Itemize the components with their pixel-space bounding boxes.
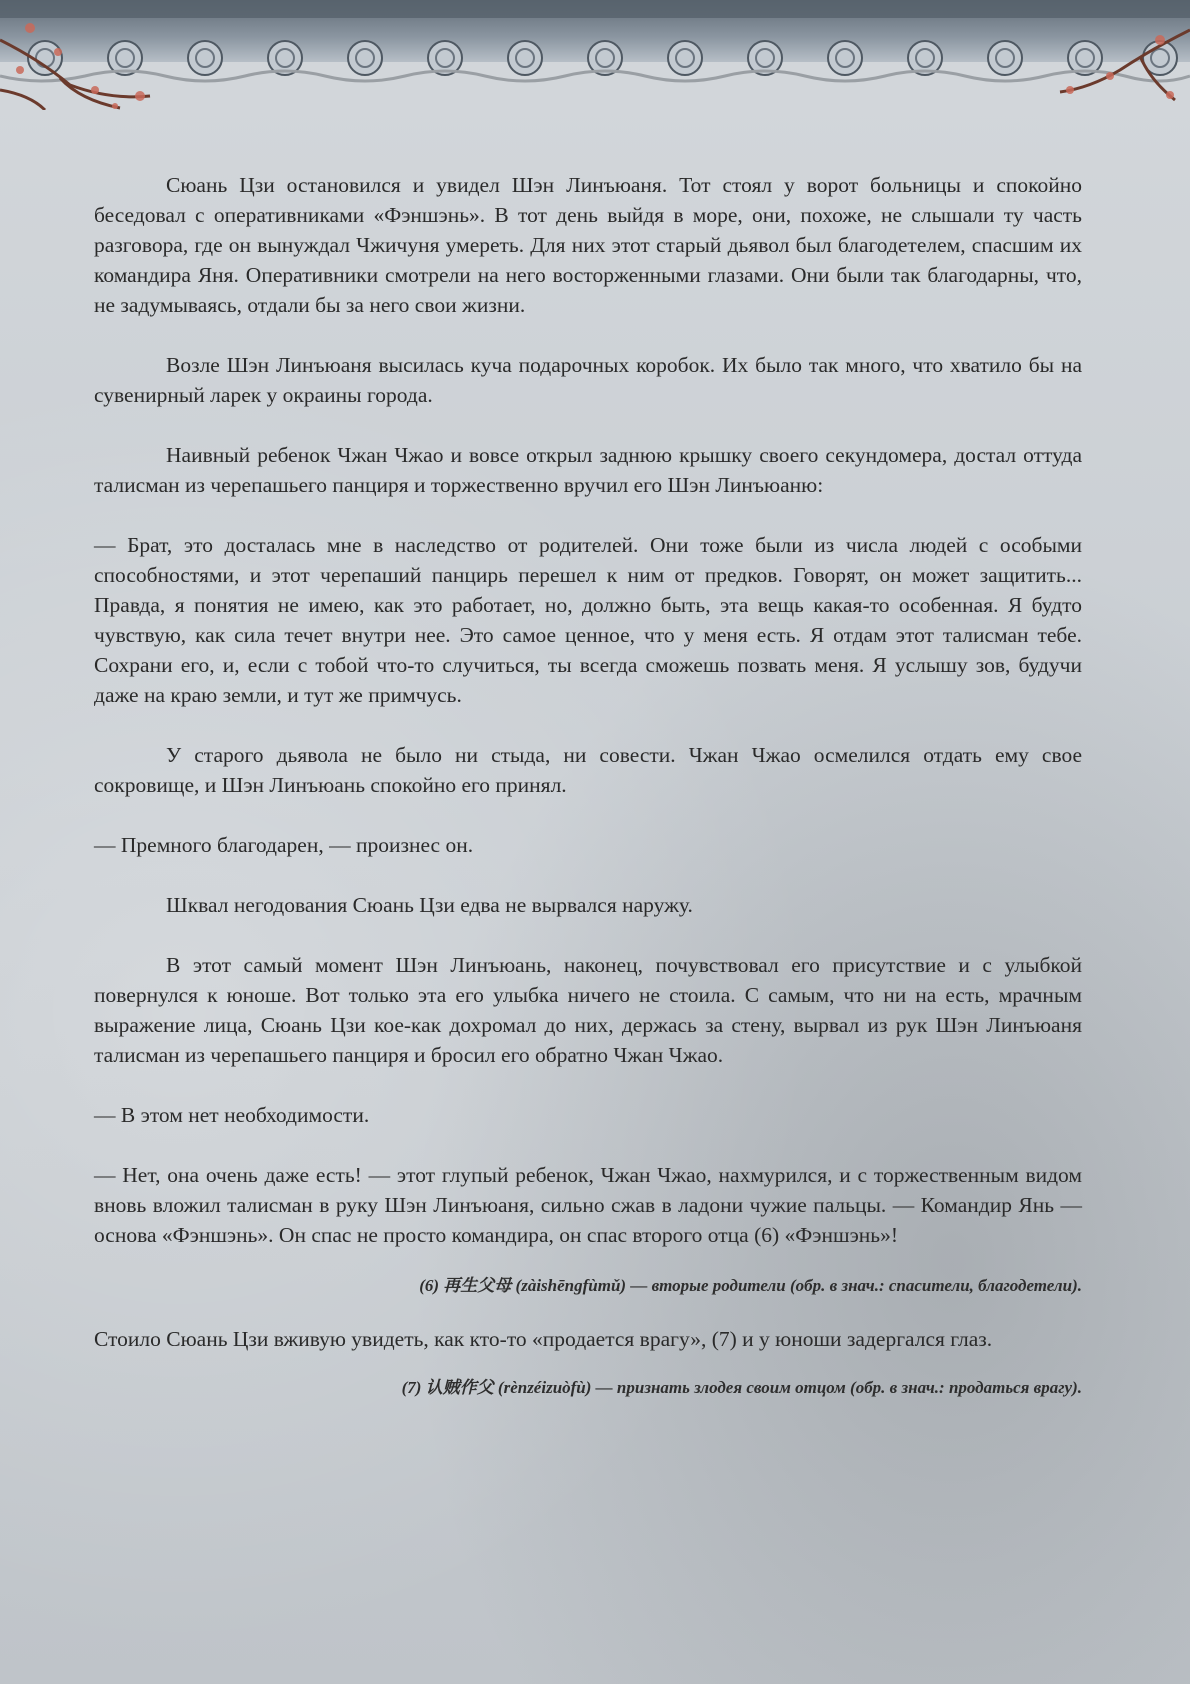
paragraph-11: Стоило Сюань Цзи вживую увидеть, как кто-то «продается врагу», (7) и у юноши задергался глаз. xyxy=(94,1327,993,1351)
paragraph-3: Наивный ребенок Чжан Чжао и вовсе открыл заднюю крышку своего секундомера, достал оттуда талисман из черепашьего панциря и торжественно вручил его Шэн Линъюаню: xyxy=(94,443,1082,497)
footnote-6: (6) 再生父母 (zàishēngfùmǔ) — вторые родители (обр. в знач.: спасители, благодетели). xyxy=(419,1276,1082,1295)
document-page xyxy=(94,170,1082,1400)
roof-tile-border xyxy=(0,0,1190,110)
paragraph-9: — В этом нет необходимости. xyxy=(94,1103,370,1127)
paragraph-4: — Брат, это досталась мне в наследство от родителей. Они тоже были из числа людей с особыми способностями, и этот черепаший панцирь перешел к ним от предков. Говорят, он может защитить... Правда, я понятия не имею, как это работает, но, должно быть, эта вещь какая-то особенная. Я будто чувствую, как сила течет внутри нее. Это самое ценное, что у меня есть. Я отдам этот талисман тебе. Сохрани его, и, если с тобой что-то случиться, ты всегда сможешь позвать меня. Я услышу зов, будучи даже на краю земли, и тут же примчусь. xyxy=(94,533,1082,707)
paragraph-2: Возле Шэн Линъюаня высилась куча подарочных коробок. Их было так много, что хватило бы на сувенирный ларек у окраины города. xyxy=(94,353,1082,407)
paragraph-6: — Премного благодарен, — произнес он. xyxy=(94,833,474,857)
paragraph-5: У старого дьявола не было ни стыда, ни совести. Чжан Чжао осмелился отдать ему свое сокровище, и Шэн Линъюань спокойно его принял. xyxy=(94,743,1082,797)
paragraph-8: В этот самый момент Шэн Линъюань, наконец, почувствовал его присутствие и с улыбкой повернулся к юноше. Вот только эта его улыбка ничего не стоила. С самым, что ни на есть, мрачным выражение лица, Сюань Цзи кое-как дохромал до них, держась за стену, вырвал из рук Шэн Линъюаня талисман из черепашьего панциря и бросил его обратно Чжан Чжао. xyxy=(94,953,1082,1067)
footnote-7: (7) 认贼作父 (rènzéizuòfù) — признать злодея своим отцом (обр. в знач.: продаться врагу). xyxy=(401,1378,1082,1397)
paragraph-1: Сюань Цзи остановился и увидел Шэн Линъюаня. Тот стоял у ворот больницы и спокойно беседовал с оперативниками «Фэншэнь». В тот день выйдя в море, они, похоже, не слышали ту часть разговора, где он вынуждал Чжичуня умереть. Для них этот старый дьявол был благодетелем, спасшим их командира Яня. Оперативники смотрели на него восторженными глазами. Они были так благодарны, что, не задумываясь, отдали бы за него свои жизни. xyxy=(94,173,1082,317)
paragraph-10: — Нет, она очень даже есть! — этот глупый ребенок, Чжан Чжао, нахмурился, и с торжественным видом вновь вложил талисман в руку Шэн Линъюаня, сильно сжав в ладони чужие пальцы. — Командир Янь — основа «Фэншэнь». Он спас не просто командира, он спас второго отца (6) «Фэншэнь»! xyxy=(94,1163,1082,1247)
paragraph-7: Шквал негодования Сюань Цзи едва не вырвался наружу. xyxy=(166,893,693,917)
